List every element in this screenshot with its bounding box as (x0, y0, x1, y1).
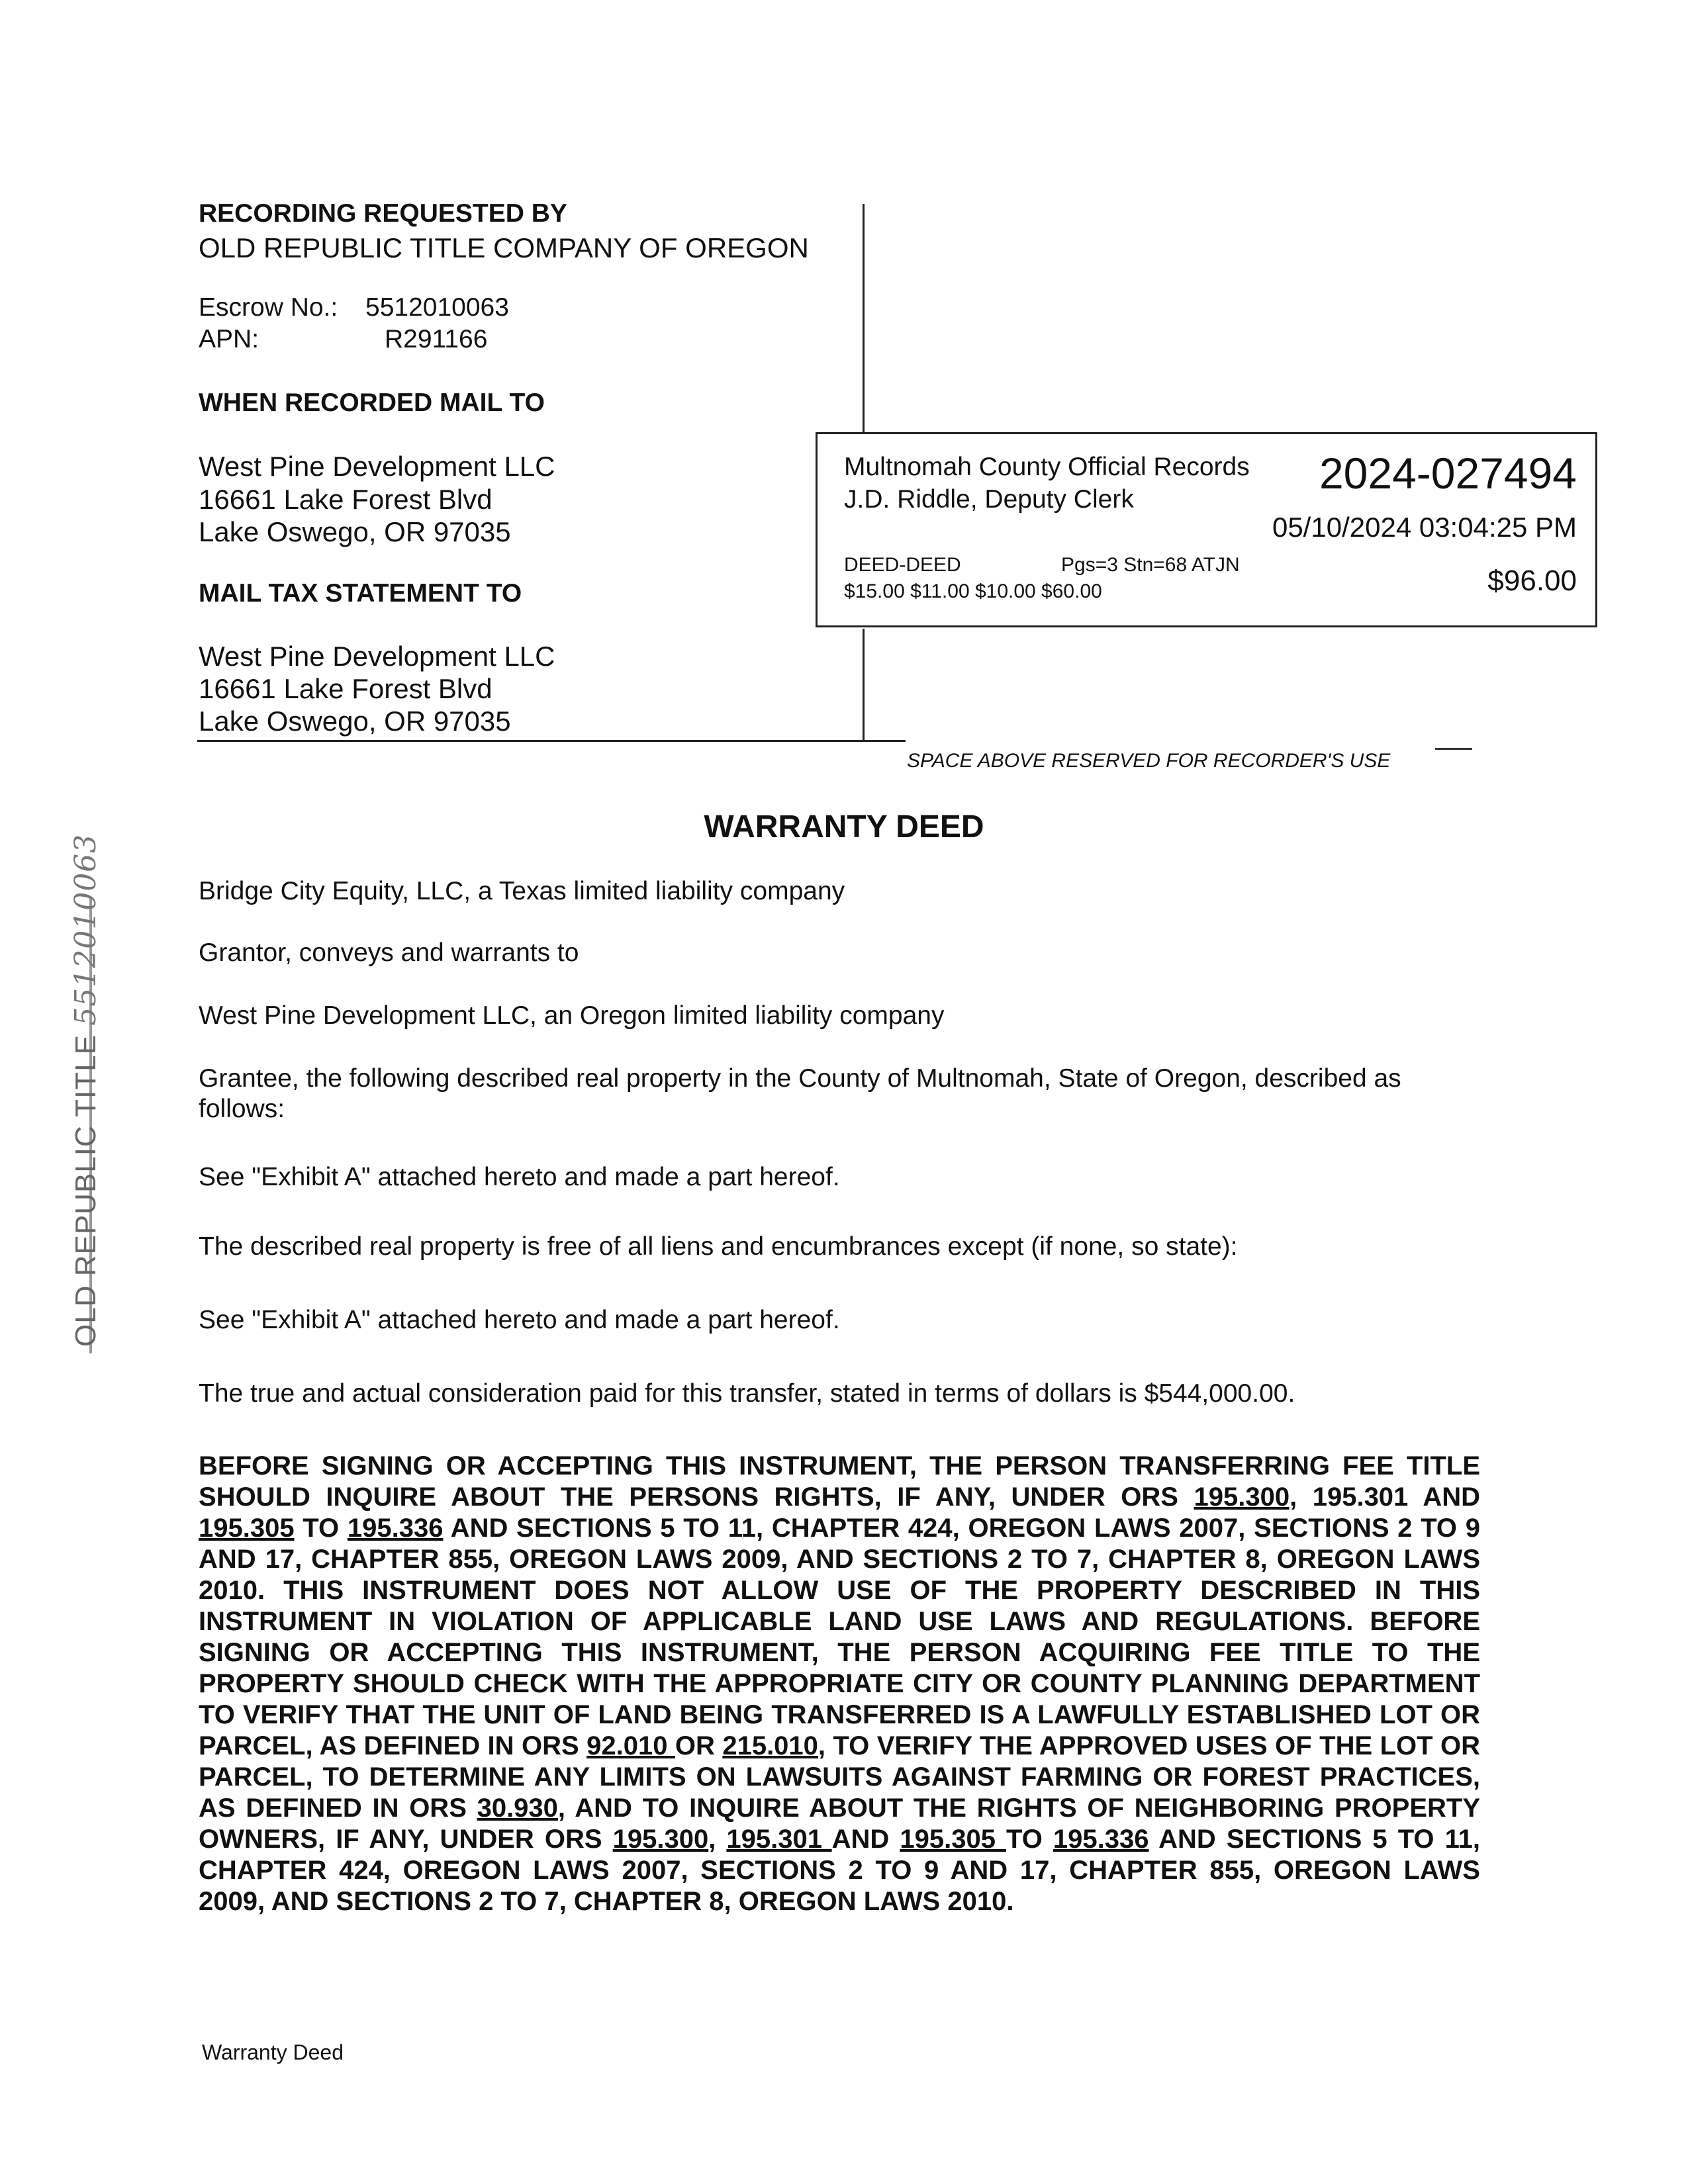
recorder-reserved-note: SPACE ABOVE RESERVED FOR RECORDER'S USE (907, 750, 1391, 772)
statute-reference: 195.301 (726, 1825, 832, 1854)
disclaimer-text: 195.301 AND (1297, 1482, 1481, 1512)
grantor-name: Bridge City Equity, LLC, a Texas limited liability company (199, 877, 845, 905)
disclaimer-text: AND SECTIONS 5 TO 11, CHAPTER 424, OREGON LAWS 2007, SECTIONS 2 TO 9 AND 17, CHAPTER 855, OREGON LAWS 2009, AND SECTIONS 2 TO 7, CHAPTER 8, OREGON LAWS 2010. THIS INSTRUMENT DOES NOT ALLOW USE OF THE PROPERTY DESCRIBED IN THIS INSTRUMENT IN VIOLATION OF APPLICABLE LAND USE LAWS AND REGULATIONS. BEFORE SIGNING OR ACCEPTING THIS INSTRUMENT, THE PERSON ACQUIRING FEE TITLE TO THE PROPERTY SHOULD CHECK WITH THE APPROPRIATE CITY OR COUNTY PLANNING DEPARTMENT TO VERIFY THAT THE UNIT OF LAND BEING TRANSFERRED IS A LAWFULLY ESTABLISHED LOT OR PARCEL, AS DEFINED IN ORS (199, 1514, 1480, 1760)
exhibit-reference-1: See "Exhibit A" attached hereto and made a part hereof. (199, 1163, 840, 1191)
pages-station-info: Pgs=3 Stn=68 ATJN (1061, 554, 1240, 576)
disclaimer-text: AND SECTIONS 5 TO 11, CHAPTER 424, OREGON LAWS 2007, SECTIONS 2 TO 9 AND 17, CHAPTER 855, OREGON LAWS 2009, AND SECTIONS 2 TO 7, CHAPTER 8, OREGON LAWS 2010. (199, 1825, 1481, 1916)
document-title: WARRANTY DEED (704, 809, 984, 844)
escrow-label: Escrow No.: (199, 293, 338, 322)
disclaimer-text: TO (294, 1514, 348, 1543)
side-stamp-handwritten: 5512010063 (69, 833, 103, 1026)
document-type: DEED-DEED (844, 554, 961, 576)
recording-total: $96.00 (1487, 565, 1577, 597)
tax-to-city: Lake Oswego, OR 97035 (199, 705, 511, 737)
apn-value: R291166 (385, 325, 488, 353)
mail-to-name: West Pine Development LLC (199, 451, 555, 482)
recording-fees: $15.00 $11.00 $10.00 $60.00 (844, 580, 1102, 602)
statute-reference: 195.300 (612, 1825, 709, 1854)
statutory-disclaimer (199, 1451, 1480, 1917)
recorder-stamp-box (816, 432, 1597, 627)
disclaimer-text: TO (1006, 1825, 1053, 1854)
footer-label: Warranty Deed (202, 2040, 344, 2064)
statute-reference: 195.305 (900, 1825, 1007, 1854)
mail-to-city: Lake Oswego, OR 97035 (199, 516, 511, 547)
exhibit-reference-2: See "Exhibit A" attached hereto and made a part hereof. (199, 1306, 840, 1334)
tax-to-name: West Pine Development LLC (199, 641, 555, 672)
mail-to-street: 16661 Lake Forest Blvd (199, 484, 492, 515)
statute-reference: 195.336 (347, 1514, 444, 1543)
grantor-clause: Grantor, conveys and warrants to (199, 938, 579, 967)
statute-reference: 30.930 (477, 1794, 558, 1823)
recorder-area-divider-bottom (863, 629, 865, 741)
statute-reference: 92.010 (586, 1731, 675, 1760)
tax-to-street: 16661 Lake Forest Blvd (199, 673, 492, 704)
disclaimer-text: OR (675, 1731, 723, 1760)
mail-to-label: WHEN RECORDED MAIL TO (199, 388, 545, 417)
escrow-value: 5512010063 (365, 293, 509, 322)
statute-reference: 195.336 (1053, 1825, 1149, 1854)
disclaimer-text: , (708, 1825, 727, 1854)
liens-statement: The described real property is free of all liens and encumbrances except (if none, so state): (199, 1232, 1238, 1261)
recording-datetime: 05/10/2024 03:04:25 PM (1272, 512, 1577, 543)
statute-reference: 195.305 (199, 1514, 295, 1543)
header-bottom-rule (197, 740, 906, 742)
statute-reference: 215.010 (722, 1731, 818, 1760)
recorder-area-divider-top (863, 204, 865, 432)
reserved-note-rule (1435, 748, 1472, 750)
statute-reference: 195.300, (1194, 1482, 1297, 1512)
grantee-clause: Grantee, the following described real property in the County of Multnomah, State of Oregon, described as follows: (199, 1064, 1401, 1123)
apn-label: APN: (199, 325, 259, 353)
recording-requested-label: RECORDING REQUESTED BY (199, 199, 567, 228)
tax-statement-label: MAIL TAX STATEMENT TO (199, 579, 522, 608)
recorder-office: Multnomah County Official Records (844, 453, 1250, 481)
recording-number: 2024-027494 (1319, 449, 1577, 498)
recorder-clerk: J.D. Riddle, Deputy Clerk (844, 485, 1134, 514)
side-stamp (63, 833, 109, 1347)
disclaimer-text: , AND TO INQUIRE ABOUT THE RIGHTS OF NEIGHBORING PROPERTY OWNERS, IF ANY, UNDER ORS (199, 1794, 1481, 1854)
disclaimer-text: , TO VERIFY THE APPROVED USES OF THE LOT OR PARCEL, TO DETERMINE ANY LIMITS ON LAWSUITS AGAINST FARMING OR FOREST PRACTICES, AS DEFINED IN ORS (199, 1731, 1480, 1823)
disclaimer-text: AND (831, 1825, 900, 1854)
disclaimer-text: BEFORE SIGNING OR ACCEPTING THIS INSTRUMENT, THE PERSON TRANSFERRING FEE TITLE SHOULD INQUIRE ABOUT THE PERSONS RIGHTS, IF ANY, UNDER ORS (199, 1451, 1480, 1512)
grantee-name: West Pine Development LLC, an Oregon limited liability company (199, 1001, 945, 1030)
side-stamp-printed: OLD REPUBLIC TITLE (70, 1034, 102, 1347)
requested-by-company: OLD REPUBLIC TITLE COMPANY OF OREGON (199, 232, 809, 263)
consideration-statement: The true and actual consideration paid for this transfer, stated in terms of dollars is $544,000.00. (199, 1379, 1295, 1408)
